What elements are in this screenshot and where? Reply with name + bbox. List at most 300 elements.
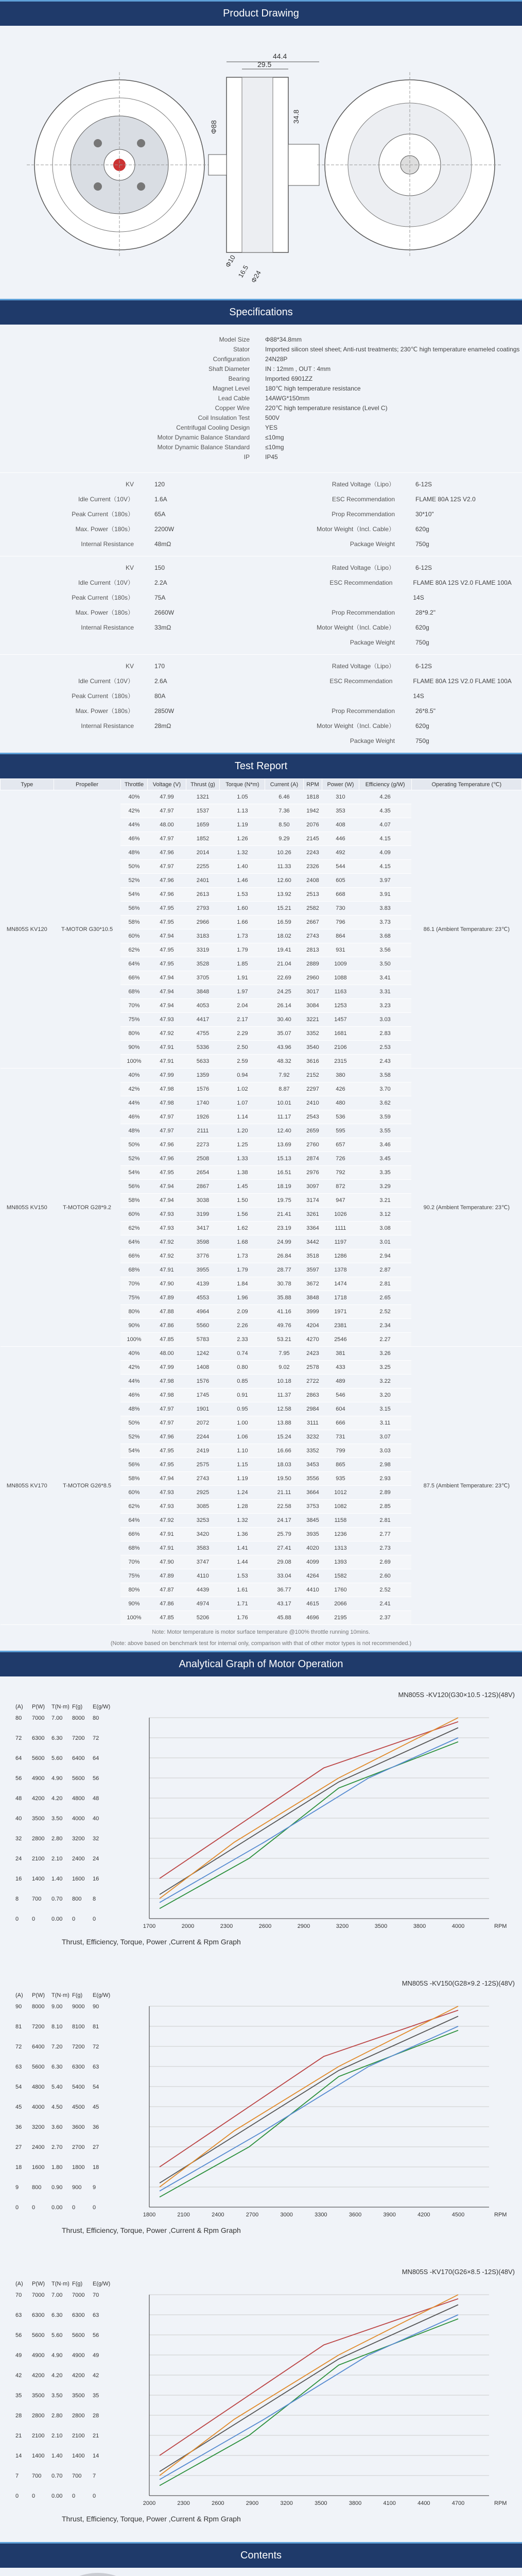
test-cell: 47.96 bbox=[148, 846, 186, 860]
variant-value: FLAME 80A 12S V2.0 FLAME 100A 14S bbox=[413, 579, 512, 601]
variant-value: 80A bbox=[154, 692, 166, 700]
axis-tick: 27 bbox=[93, 2144, 99, 2150]
test-cell: 50% bbox=[120, 860, 148, 874]
variant-key: KV bbox=[125, 481, 134, 488]
axis-tick: 5600 bbox=[32, 2064, 45, 2070]
test-cell: 70% bbox=[120, 1555, 148, 1569]
test-cell: 3.58 bbox=[359, 1069, 411, 1082]
test-cell: 47.92 bbox=[148, 1027, 186, 1041]
test-cell: 36.77 bbox=[265, 1583, 303, 1597]
chart-title: MN805S -KV170(G26×8.5 -12S)(48V) bbox=[402, 2268, 515, 2276]
variant-row bbox=[0, 659, 261, 674]
test-cell: 6.46 bbox=[265, 790, 303, 804]
test-cell: 1818 bbox=[303, 790, 322, 804]
test-cell: 3.97 bbox=[359, 874, 411, 888]
test-cell: 47.98 bbox=[148, 1096, 186, 1110]
axis-tick: 9 bbox=[93, 2184, 96, 2191]
axis-header: T(N·m) bbox=[51, 1992, 69, 1998]
test-cell: 44% bbox=[120, 1375, 148, 1388]
test-cell: 47.97 bbox=[148, 860, 186, 874]
test-cell: 4.26 bbox=[359, 790, 411, 804]
x-tick: 4700 bbox=[451, 2500, 465, 2506]
test-cell: 13.69 bbox=[265, 1138, 303, 1152]
variant-value: FLAME 80A 12S V2.0 bbox=[415, 496, 476, 503]
variant-row bbox=[261, 734, 522, 749]
test-cell: 2543 bbox=[303, 1110, 322, 1124]
test-cell: 48.32 bbox=[265, 1055, 303, 1069]
axis-tick: 6300 bbox=[32, 1735, 45, 1741]
test-cell: 11.33 bbox=[265, 860, 303, 874]
test-cell: 41.16 bbox=[265, 1305, 303, 1319]
test-cell: 1.02 bbox=[220, 1082, 265, 1096]
axis-tick: 14 bbox=[93, 2453, 99, 2459]
variant-value: 120 bbox=[154, 481, 165, 488]
test-cell: 2.27 bbox=[359, 1333, 411, 1347]
test-report bbox=[0, 778, 522, 1651]
x-tick: 4400 bbox=[417, 2500, 430, 2506]
variant-block bbox=[0, 472, 522, 556]
variant-row bbox=[261, 507, 522, 522]
variant-value: 2.2A bbox=[154, 579, 167, 586]
axis-tick: 0 bbox=[32, 1916, 36, 1922]
section-header-contents: Contents bbox=[0, 2542, 522, 2568]
axis-tick: 48 bbox=[15, 1795, 22, 1802]
axis-tick: 0 bbox=[93, 2493, 96, 2499]
variant-row bbox=[0, 575, 261, 590]
test-cell: 44% bbox=[120, 1096, 148, 1110]
test-cell: 2793 bbox=[186, 902, 220, 916]
axis-tick: 5.60 bbox=[51, 1755, 63, 1761]
test-header-row bbox=[1, 779, 522, 790]
test-cell: 2.52 bbox=[359, 1583, 411, 1597]
test-cell: 47.94 bbox=[148, 971, 186, 985]
test-cell: 1.76 bbox=[220, 1611, 265, 1625]
variant-key: Motor Weight（Incl. Cable） bbox=[317, 526, 395, 533]
test-cell: 604 bbox=[322, 1402, 359, 1416]
test-cell: 47.95 bbox=[148, 1458, 186, 1472]
test-cell: 1359 bbox=[186, 1069, 220, 1082]
chart-panel bbox=[0, 2253, 522, 2542]
test-cell: 4417 bbox=[186, 1013, 220, 1027]
test-cell: 3183 bbox=[186, 929, 220, 943]
test-cell: 3.07 bbox=[359, 1430, 411, 1444]
variant-row bbox=[261, 575, 522, 605]
test-cell: 47.98 bbox=[148, 1375, 186, 1388]
test-cell: 47.94 bbox=[148, 929, 186, 943]
test-cell: 1.68 bbox=[220, 1235, 265, 1249]
spec-value: 24N28P bbox=[265, 355, 288, 363]
test-cell: 3.12 bbox=[359, 1208, 411, 1222]
axis-tick: 21 bbox=[93, 2433, 99, 2439]
variant-key: ESC Recommendation bbox=[332, 496, 395, 503]
dim-phi-88: Φ88 bbox=[210, 120, 218, 134]
test-cell: 1.28 bbox=[220, 1500, 265, 1514]
test-cell: 0.74 bbox=[220, 1347, 265, 1361]
test-cell: 47.91 bbox=[148, 1041, 186, 1055]
test-cell: 2273 bbox=[186, 1138, 220, 1152]
test-cell: 3.03 bbox=[359, 1013, 411, 1027]
test-cell: 480 bbox=[322, 1096, 359, 1110]
variant-key: Prop Recommendation bbox=[332, 511, 395, 518]
axis-header: F(g) bbox=[72, 2281, 83, 2287]
spec-row bbox=[0, 354, 522, 364]
test-cell: 47.86 bbox=[148, 1597, 186, 1611]
test-cell: 1.73 bbox=[220, 1249, 265, 1263]
test-cell: 2.65 bbox=[359, 1291, 411, 1305]
test-cell: 2408 bbox=[303, 874, 322, 888]
test-cell: 3.08 bbox=[359, 1222, 411, 1235]
variant-value: 6-12S bbox=[415, 564, 432, 571]
axis-header: P(W) bbox=[32, 1992, 45, 1998]
test-cell: 12.60 bbox=[265, 874, 303, 888]
axis-tick: 0 bbox=[15, 2205, 19, 2211]
test-cell: 935 bbox=[322, 1472, 359, 1486]
test-cell: 4.07 bbox=[359, 818, 411, 832]
test-cell: 30.40 bbox=[265, 1013, 303, 1027]
variant-key: ESC Recommendation bbox=[329, 579, 393, 586]
test-cell: 0.91 bbox=[220, 1388, 265, 1402]
test-cell: 4264 bbox=[303, 1569, 322, 1583]
test-cell: 8.87 bbox=[265, 1082, 303, 1096]
test-cell: 1.79 bbox=[220, 943, 265, 957]
test-cell: 56% bbox=[120, 1458, 148, 1472]
axis-tick: 81 bbox=[93, 2024, 99, 2030]
test-cell: 47.97 bbox=[148, 804, 186, 818]
x-tick: 2100 bbox=[177, 2212, 190, 2218]
variant-value: 750g bbox=[415, 540, 429, 548]
test-cell: 3955 bbox=[186, 1263, 220, 1277]
axis-tick: 6400 bbox=[32, 2044, 45, 2050]
test-cell: 2.50 bbox=[220, 1041, 265, 1055]
test-cell: 3747 bbox=[186, 1555, 220, 1569]
variant-row bbox=[0, 704, 261, 719]
spec-key: Motor Dynamic Balance Standard bbox=[157, 434, 250, 441]
test-cell: 2874 bbox=[303, 1152, 322, 1166]
variant-value: 26*8.5" bbox=[415, 707, 436, 715]
test-cell: 1745 bbox=[186, 1388, 220, 1402]
test-cell: 47.92 bbox=[148, 1514, 186, 1528]
test-cell: 22.69 bbox=[265, 971, 303, 985]
test-cell: 1537 bbox=[186, 804, 220, 818]
chart-curve bbox=[160, 1742, 458, 1909]
test-cell: 47.93 bbox=[148, 1222, 186, 1235]
axis-tick: 2100 bbox=[32, 2433, 45, 2439]
motor-side-view bbox=[208, 52, 319, 284]
test-cell: 3583 bbox=[186, 1541, 220, 1555]
test-cell: 4270 bbox=[303, 1333, 322, 1347]
test-cell: 2.93 bbox=[359, 1472, 411, 1486]
test-cell: 3.26 bbox=[359, 1347, 411, 1361]
test-cell: 47.93 bbox=[148, 1013, 186, 1027]
test-cell: 726 bbox=[322, 1152, 359, 1166]
test-cell: 864 bbox=[322, 929, 359, 943]
axis-header: P(W) bbox=[32, 1704, 45, 1710]
test-cell: 3.91 bbox=[359, 888, 411, 902]
test-cell: 5633 bbox=[186, 1055, 220, 1069]
test-cell: 2.81 bbox=[359, 1277, 411, 1291]
test-cell: 19.50 bbox=[265, 1472, 303, 1486]
test-cell: 2106 bbox=[322, 1041, 359, 1055]
test-cell: 3017 bbox=[303, 985, 322, 999]
test-cell: 1163 bbox=[322, 985, 359, 999]
test-cell: 4053 bbox=[186, 999, 220, 1013]
axis-tick: 1400 bbox=[32, 1876, 45, 1882]
test-cell: 2.26 bbox=[220, 1319, 265, 1333]
axis-tick: 32 bbox=[93, 1836, 99, 1842]
test-cell: 9.02 bbox=[265, 1361, 303, 1375]
test-cell: 3.83 bbox=[359, 902, 411, 916]
test-cell: 3935 bbox=[303, 1528, 322, 1541]
test-cell: 1.46 bbox=[220, 874, 265, 888]
test-cell: 4.15 bbox=[359, 860, 411, 874]
axis-tick: 0 bbox=[72, 2493, 76, 2499]
test-cell: 40% bbox=[120, 1347, 148, 1361]
section-header-drawing: Product Drawing bbox=[0, 0, 522, 26]
test-cell: 2255 bbox=[186, 860, 220, 874]
test-cell: 2297 bbox=[303, 1082, 322, 1096]
axis-tick: 16 bbox=[93, 1876, 99, 1882]
test-cell: 3597 bbox=[303, 1263, 322, 1277]
axis-header: F(g) bbox=[72, 1704, 83, 1710]
axis-tick: 1600 bbox=[32, 2164, 45, 2171]
test-cell: 1012 bbox=[322, 1486, 359, 1500]
test-cell: 47.90 bbox=[148, 1555, 186, 1569]
test-cell: 2.87 bbox=[359, 1263, 411, 1277]
test-cell: 3.20 bbox=[359, 1388, 411, 1402]
axis-tick: 24 bbox=[93, 1856, 99, 1862]
axis-tick: 900 bbox=[72, 2184, 82, 2191]
test-cell: 22.58 bbox=[265, 1500, 303, 1514]
test-cell: 1.56 bbox=[220, 1208, 265, 1222]
chart-curve bbox=[160, 2030, 458, 2197]
axis-tick: 700 bbox=[72, 2473, 82, 2479]
test-cell: 54% bbox=[120, 1444, 148, 1458]
test-cell: 2575 bbox=[186, 1458, 220, 1472]
chart-curve bbox=[160, 2299, 458, 2455]
x-tick: 4000 bbox=[451, 1923, 465, 1929]
test-cell: 931 bbox=[322, 943, 359, 957]
test-cell: 2863 bbox=[303, 1388, 322, 1402]
test-cell: 5336 bbox=[186, 1041, 220, 1055]
test-cell: 1253 bbox=[322, 999, 359, 1013]
test-cell: 48.00 bbox=[148, 818, 186, 832]
test-cell: 47.95 bbox=[148, 957, 186, 971]
spec-key: Copper Wire bbox=[215, 404, 250, 412]
test-cell: 64% bbox=[120, 1235, 148, 1249]
test-cell: 47.91 bbox=[148, 1263, 186, 1277]
test-cell: 3518 bbox=[303, 1249, 322, 1263]
axis-header: P(W) bbox=[32, 2281, 45, 2287]
test-cell: 24.25 bbox=[265, 985, 303, 999]
test-cell: 668 bbox=[322, 888, 359, 902]
axis-tick: 2800 bbox=[32, 1836, 45, 1842]
x-label: RPM bbox=[494, 1923, 507, 1929]
test-cell: 1.33 bbox=[220, 1152, 265, 1166]
test-cell: 1.53 bbox=[220, 1569, 265, 1583]
test-cell: 1393 bbox=[322, 1555, 359, 1569]
spec-row bbox=[0, 345, 522, 354]
test-cell: 2244 bbox=[186, 1430, 220, 1444]
x-tick: 1700 bbox=[143, 1923, 156, 1929]
axis-tick: 56 bbox=[93, 2332, 99, 2338]
axis-tick: 36 bbox=[93, 2124, 99, 2130]
x-label: RPM bbox=[494, 2500, 507, 2506]
test-cell: 1.73 bbox=[220, 929, 265, 943]
test-cell: 16.51 bbox=[265, 1166, 303, 1180]
x-tick: 4200 bbox=[417, 2212, 430, 2218]
test-cell: 1.38 bbox=[220, 1166, 265, 1180]
axis-tick: 0 bbox=[72, 1916, 76, 1922]
test-cell: 1.36 bbox=[220, 1528, 265, 1541]
test-cell: 2111 bbox=[186, 1124, 220, 1138]
axis-tick: 8100 bbox=[72, 2024, 85, 2030]
axis-tick: 4.50 bbox=[51, 2104, 63, 2110]
axis-tick: 800 bbox=[32, 2184, 42, 2191]
axis-tick: 81 bbox=[15, 2024, 22, 2030]
axis-tick: 28 bbox=[15, 2413, 22, 2419]
test-cell: 1.10 bbox=[220, 1444, 265, 1458]
x-tick: 3200 bbox=[336, 1923, 349, 1929]
test-cell: 46% bbox=[120, 1110, 148, 1124]
spec-key: Motor Dynamic Balance Standard bbox=[157, 444, 250, 451]
test-cell: 90% bbox=[120, 1597, 148, 1611]
test-cell: 446 bbox=[322, 832, 359, 846]
test-cell: 3097 bbox=[303, 1180, 322, 1194]
test-cell: 1.40 bbox=[220, 860, 265, 874]
test-cell: 0.80 bbox=[220, 1361, 265, 1375]
test-cell: 1.20 bbox=[220, 1124, 265, 1138]
test-cell: 0.95 bbox=[220, 1402, 265, 1416]
test-cell: 47.94 bbox=[148, 1180, 186, 1194]
test-cell: 23.19 bbox=[265, 1222, 303, 1235]
test-cell: 90% bbox=[120, 1319, 148, 1333]
axis-tick: 70 bbox=[93, 2292, 99, 2298]
x-tick: 3000 bbox=[280, 2212, 293, 2218]
variant-key: Internal Resistance bbox=[81, 540, 134, 548]
x-tick: 2600 bbox=[212, 2500, 224, 2506]
test-cell: 731 bbox=[322, 1430, 359, 1444]
test-cell: 1.44 bbox=[220, 1555, 265, 1569]
spec-list bbox=[0, 325, 522, 472]
test-cell: 3364 bbox=[303, 1222, 322, 1235]
test-cell: 1474 bbox=[322, 1277, 359, 1291]
chart-svg bbox=[0, 1676, 522, 1965]
test-cell: 12.40 bbox=[265, 1124, 303, 1138]
test-cell: 2152 bbox=[303, 1069, 322, 1082]
test-cell: 3.59 bbox=[359, 1110, 411, 1124]
axis-tick: 1.80 bbox=[51, 2164, 63, 2171]
axis-tick: 40 bbox=[15, 1816, 22, 1822]
axis-tick: 4000 bbox=[32, 2104, 45, 2110]
test-cell: 1760 bbox=[322, 1583, 359, 1597]
spec-key: IP bbox=[243, 453, 250, 461]
test-cell: 1286 bbox=[322, 1249, 359, 1263]
test-cell: 3.11 bbox=[359, 1416, 411, 1430]
test-cell: 47.95 bbox=[148, 902, 186, 916]
axis-tick: 14 bbox=[15, 2453, 22, 2459]
test-cell: 3.22 bbox=[359, 1375, 411, 1388]
axis-tick: 0 bbox=[15, 2493, 19, 2499]
axis-tick: 63 bbox=[15, 2312, 22, 2318]
axis-tick: 0.90 bbox=[51, 2184, 63, 2191]
axis-tick: 700 bbox=[32, 2473, 42, 2479]
test-cell: 1378 bbox=[322, 1263, 359, 1277]
test-cell: 492 bbox=[322, 846, 359, 860]
test-cell: 1236 bbox=[322, 1528, 359, 1541]
test-cell: 3352 bbox=[303, 1444, 322, 1458]
test-cell: 380 bbox=[322, 1069, 359, 1082]
variant-row bbox=[0, 605, 261, 620]
test-cell: 53.21 bbox=[265, 1333, 303, 1347]
test-cell: 3848 bbox=[186, 985, 220, 999]
x-tick: 2900 bbox=[297, 1923, 310, 1929]
axis-tick: 0.70 bbox=[51, 2473, 63, 2479]
test-cell: 48% bbox=[120, 1402, 148, 1416]
test-cell: 2.81 bbox=[359, 1514, 411, 1528]
variant-row bbox=[261, 537, 522, 552]
axis-tick: 3500 bbox=[72, 2393, 85, 2399]
test-cell: 2889 bbox=[303, 957, 322, 971]
test-cell: 4.15 bbox=[359, 832, 411, 846]
test-cell: 47.88 bbox=[148, 1305, 186, 1319]
axis-tick: 35 bbox=[93, 2393, 99, 2399]
contents-svg bbox=[0, 2568, 522, 2576]
axis-tick: 72 bbox=[15, 2044, 22, 2050]
variant-column bbox=[0, 561, 261, 650]
spec-row bbox=[0, 394, 522, 403]
test-cell: 1942 bbox=[303, 804, 322, 818]
test-cell: 47.85 bbox=[148, 1333, 186, 1347]
variant-list bbox=[0, 472, 522, 753]
axis-tick: 7200 bbox=[72, 2044, 85, 2050]
axis-tick: 7200 bbox=[32, 2024, 45, 2030]
test-cell: 2.60 bbox=[359, 1569, 411, 1583]
test-cell: 2.29 bbox=[220, 1027, 265, 1041]
test-cell: 62% bbox=[120, 1500, 148, 1514]
test-cell: 52% bbox=[120, 874, 148, 888]
axis-tick: 56 bbox=[93, 1775, 99, 1782]
axis-tick: 56 bbox=[15, 1775, 22, 1782]
axis-tick: 5400 bbox=[72, 2084, 85, 2090]
spec-row bbox=[0, 433, 522, 443]
variant-key: Package Weight bbox=[350, 737, 395, 744]
variant-row bbox=[261, 719, 522, 734]
axis-tick: 1400 bbox=[72, 2453, 85, 2459]
test-cell: 43.17 bbox=[265, 1597, 303, 1611]
axis-tick: 4.20 bbox=[51, 2372, 63, 2379]
axis-tick: 4800 bbox=[32, 2084, 45, 2090]
chart-curve bbox=[160, 2315, 458, 2480]
axis-tick: 9000 bbox=[72, 2004, 85, 2010]
axis-tick: 2.70 bbox=[51, 2144, 63, 2150]
test-cell: 66% bbox=[120, 1528, 148, 1541]
axis-tick: 5600 bbox=[32, 2332, 45, 2338]
axis-tick: 4200 bbox=[32, 2372, 45, 2379]
axis-header: E(g/W) bbox=[93, 1704, 111, 1710]
test-cell: 3556 bbox=[303, 1472, 322, 1486]
test-cell: 3.46 bbox=[359, 1138, 411, 1152]
test-cell: 536 bbox=[322, 1110, 359, 1124]
variant-row bbox=[261, 477, 522, 492]
variant-value: 75A bbox=[154, 594, 166, 601]
test-cell: 3999 bbox=[303, 1305, 322, 1319]
test-cell: 3598 bbox=[186, 1235, 220, 1249]
variant-row bbox=[261, 561, 522, 575]
variant-key: Rated Voltage（Lipo） bbox=[332, 564, 395, 571]
spec-key: Stator bbox=[233, 346, 250, 353]
test-header-cell: Voltage (V) bbox=[148, 779, 186, 790]
axis-tick: 49 bbox=[15, 2352, 22, 2359]
